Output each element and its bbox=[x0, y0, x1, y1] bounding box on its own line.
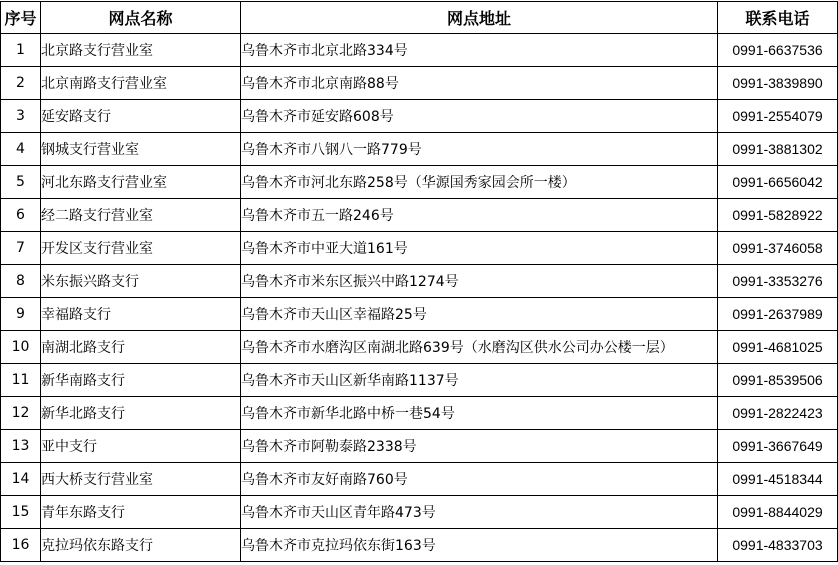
table-row bbox=[1, 67, 838, 100]
branch-phone: 0991-2637989 bbox=[718, 298, 838, 331]
row-no: 16 bbox=[1, 529, 41, 562]
table-row bbox=[1, 166, 838, 199]
table-row bbox=[1, 265, 838, 298]
branch-address: 乌鲁木齐市河北东路258号（华源国秀家园会所一楼） bbox=[241, 166, 718, 199]
header-address: 网点地址 bbox=[241, 2, 718, 34]
branch-name: 青年东路支行 bbox=[41, 496, 241, 529]
row-no: 5 bbox=[1, 166, 41, 199]
branch-address: 乌鲁木齐市天山区新华南路1137号 bbox=[241, 364, 718, 397]
branch-name: 开发区支行营业室 bbox=[41, 232, 241, 265]
row-no: 10 bbox=[1, 331, 41, 364]
branch-phone: 0991-6637536 bbox=[718, 34, 838, 67]
branch-phone: 0991-6656042 bbox=[718, 166, 838, 199]
table-row bbox=[1, 133, 838, 166]
branch-address: 乌鲁木齐市阿勒泰路2338号 bbox=[241, 430, 718, 463]
branch-name: 北京路支行营业室 bbox=[41, 34, 241, 67]
branch-name: 亚中支行 bbox=[41, 430, 241, 463]
branch-name: 米东振兴路支行 bbox=[41, 265, 241, 298]
row-no: 6 bbox=[1, 199, 41, 232]
row-no: 3 bbox=[1, 100, 41, 133]
header-no: 序号 bbox=[1, 2, 41, 34]
table-row bbox=[1, 232, 838, 265]
branch-name: 幸福路支行 bbox=[41, 298, 241, 331]
row-no: 14 bbox=[1, 463, 41, 496]
branch-name: 延安路支行 bbox=[41, 100, 241, 133]
branch-table bbox=[0, 1, 838, 562]
branch-name: 克拉玛依东路支行 bbox=[41, 529, 241, 562]
branch-address: 乌鲁木齐市水磨沟区南湖北路639号（水磨沟区供水公司办公楼一层） bbox=[241, 331, 718, 364]
branch-phone: 0991-4518344 bbox=[718, 463, 838, 496]
branch-address: 乌鲁木齐市天山区青年路473号 bbox=[241, 496, 718, 529]
branch-phone: 0991-3746058 bbox=[718, 232, 838, 265]
branch-phone: 0991-3667649 bbox=[718, 430, 838, 463]
branch-address: 乌鲁木齐市克拉玛依东街163号 bbox=[241, 529, 718, 562]
branch-name: 河北东路支行营业室 bbox=[41, 166, 241, 199]
row-no: 13 bbox=[1, 430, 41, 463]
row-no: 7 bbox=[1, 232, 41, 265]
row-no: 4 bbox=[1, 133, 41, 166]
table-row bbox=[1, 199, 838, 232]
branch-address: 乌鲁木齐市北京南路88号 bbox=[241, 67, 718, 100]
branch-phone: 0991-3881302 bbox=[718, 133, 838, 166]
branch-name: 西大桥支行营业室 bbox=[41, 463, 241, 496]
branch-address: 乌鲁木齐市延安路608号 bbox=[241, 100, 718, 133]
branch-phone: 0991-3839890 bbox=[718, 67, 838, 100]
branch-address: 乌鲁木齐市新华北路中桥一巷54号 bbox=[241, 397, 718, 430]
row-no: 15 bbox=[1, 496, 41, 529]
row-no: 2 bbox=[1, 67, 41, 100]
branch-address: 乌鲁木齐市友好南路760号 bbox=[241, 463, 718, 496]
branch-address: 乌鲁木齐市五一路246号 bbox=[241, 199, 718, 232]
branch-address: 乌鲁木齐市中亚大道161号 bbox=[241, 232, 718, 265]
branch-phone: 0991-5828922 bbox=[718, 199, 838, 232]
branch-name: 新华南路支行 bbox=[41, 364, 241, 397]
table-row bbox=[1, 331, 838, 364]
table-row bbox=[1, 100, 838, 133]
table-row bbox=[1, 496, 838, 529]
branch-address: 乌鲁木齐市北京北路334号 bbox=[241, 34, 718, 67]
table-row bbox=[1, 298, 838, 331]
header-phone: 联系电话 bbox=[718, 2, 838, 34]
branch-name: 南湖北路支行 bbox=[41, 331, 241, 364]
branch-name: 钢城支行营业室 bbox=[41, 133, 241, 166]
branch-phone: 0991-8844029 bbox=[718, 496, 838, 529]
table-row bbox=[1, 463, 838, 496]
row-no: 11 bbox=[1, 364, 41, 397]
branch-phone: 0991-4681025 bbox=[718, 331, 838, 364]
table-row bbox=[1, 397, 838, 430]
branch-address: 乌鲁木齐市八钢八一路779号 bbox=[241, 133, 718, 166]
branch-phone: 0991-2554079 bbox=[718, 100, 838, 133]
branch-address: 乌鲁木齐市天山区幸福路25号 bbox=[241, 298, 718, 331]
branch-phone: 0991-3353276 bbox=[718, 265, 838, 298]
row-no: 12 bbox=[1, 397, 41, 430]
table-row bbox=[1, 364, 838, 397]
row-no: 1 bbox=[1, 34, 41, 67]
branch-phone: 0991-4833703 bbox=[718, 529, 838, 562]
branch-name: 北京南路支行营业室 bbox=[41, 67, 241, 100]
table-row bbox=[1, 529, 838, 562]
row-no: 9 bbox=[1, 298, 41, 331]
branch-name: 新华北路支行 bbox=[41, 397, 241, 430]
table-row bbox=[1, 34, 838, 67]
branch-phone: 0991-2822423 bbox=[718, 397, 838, 430]
header-name: 网点名称 bbox=[41, 2, 241, 34]
table-row bbox=[1, 430, 838, 463]
branch-phone: 0991-8539506 bbox=[718, 364, 838, 397]
branch-name: 经二路支行营业室 bbox=[41, 199, 241, 232]
branch-address: 乌鲁木齐市米东区振兴中路1274号 bbox=[241, 265, 718, 298]
row-no: 8 bbox=[1, 265, 41, 298]
table-header-row bbox=[1, 2, 838, 34]
table-body bbox=[1, 34, 838, 562]
